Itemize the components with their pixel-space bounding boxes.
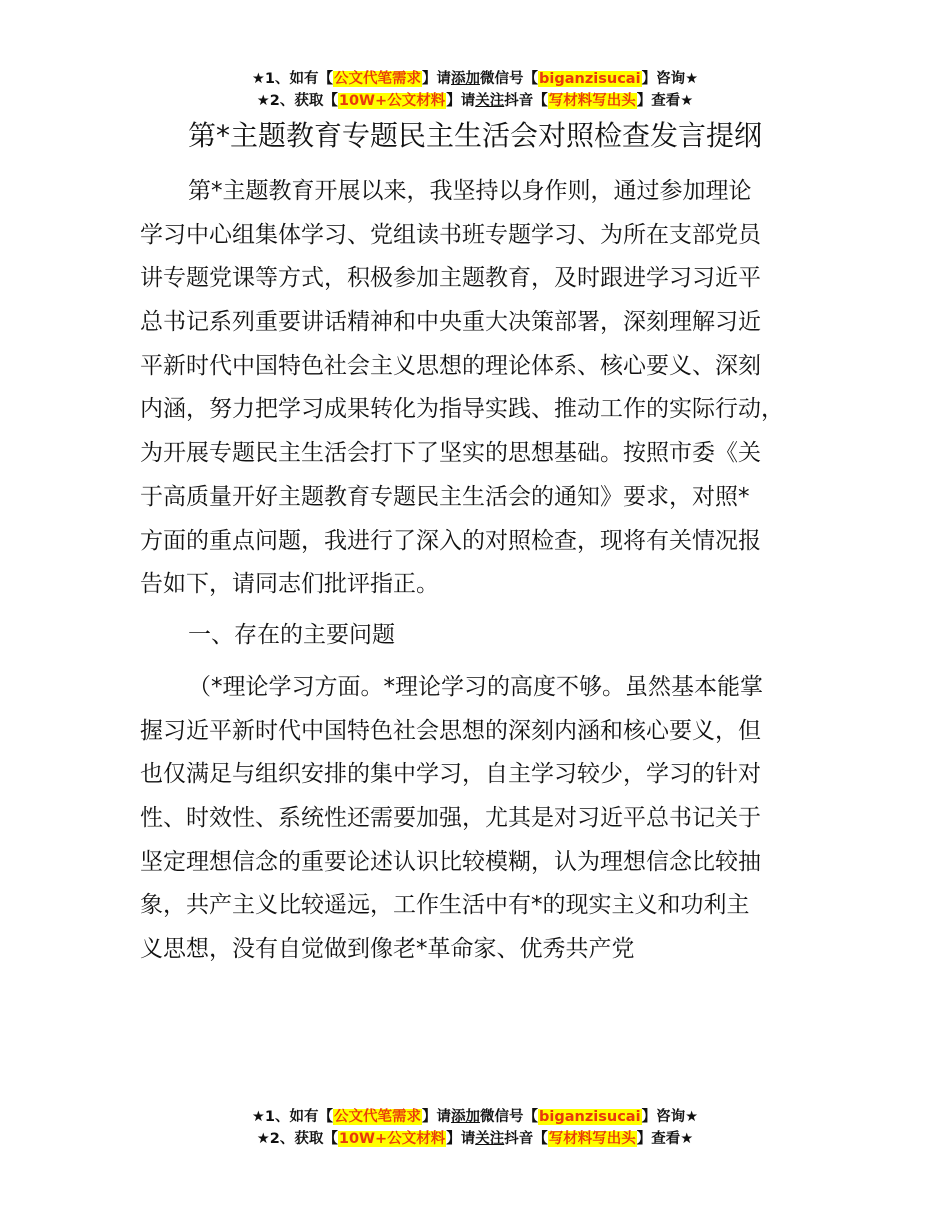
text-line: 讲专题党课等方式，积极参加主题教育，及时跟进学习习近平 [140,265,761,292]
paragraph-theory-study [140,666,820,972]
section-heading [140,614,820,658]
promo-highlight: 公文代笔需求 [334,71,422,87]
promo-line-2 [0,90,950,112]
document-title: 第*主题教育专题民主生活会对照检查发言提纲 [187,119,762,152]
promo-underline: 添加 [451,1109,481,1125]
promo-text: ★2、获取【 [256,93,338,109]
top-promo-banner [0,68,950,112]
promo-text: 】咨询★ [641,1109,699,1125]
promo-text: 】查看★ [636,93,694,109]
bottom-promo-banner [0,1106,950,1150]
promo-text: ★1、如有【 [251,1109,334,1125]
promo-text: 】请 [446,1131,476,1147]
text-line: 坚定理想信念的重要论述认识比较模糊，认为理想信念比较抽 [140,848,761,875]
promo-text: 微信号【 [480,1109,539,1125]
promo-text: 】查看★ [636,1131,694,1147]
promo-highlight: biganzisucai [539,71,641,87]
promo-highlight: 公文代笔需求 [334,1109,422,1125]
promo-highlight: 10W+公文材料 [338,1131,446,1147]
heading-text: 一、存在的主要问题 [188,622,395,648]
text-line: 告如下，请同志们批评指正。 [140,571,439,598]
text-line: 为开展专题民主生活会打下了坚实的思想基础。按照市委《关 [140,440,761,467]
promo-line-2 [0,1128,950,1150]
promo-text: ★1、如有【 [251,71,334,87]
text-line: 平新时代中国特色社会主义思想的理论体系、核心要义、深刻 [140,352,761,379]
promo-underline: 关注 [475,1131,505,1147]
promo-text: 】请 [422,1109,452,1125]
promo-text: 抖音【 [504,93,548,109]
promo-line-1 [0,1106,950,1128]
text-line: 内涵，努力把学习成果转化为指导实践、推动工作的实际行动， [140,396,784,423]
text-line: 于高质量开好主题教育专题民主生活会的通知》要求，对照* [140,483,750,510]
text-line: 也仅满足与组织安排的集中学习，自主学习较少，学习的针对 [140,761,761,788]
text-line: 学习中心组集体学习、党组读书班专题学习、为所在支部党员 [140,221,761,248]
promo-text: ★2、获取【 [256,1131,338,1147]
text-line: 性、时效性、系统性还需要加强，尤其是对习近平总书记关于 [140,805,761,832]
promo-highlight: 10W+公文材料 [338,93,446,109]
promo-text: 微信号【 [480,71,539,87]
promo-underline: 添加 [451,71,481,87]
promo-highlight: biganzisucai [539,1109,641,1125]
text-line: （*理论学习方面。*理论学习的高度不够。虽然基本能掌 [188,674,763,700]
promo-text: 抖音【 [504,1131,548,1147]
text-line: 象，共产主义比较遥远，工作生活中有*的现实主义和功利主 [140,892,750,919]
promo-highlight: 写材料写出头 [548,1131,636,1147]
text-line: 义思想，没有自觉做到像老*革命家、优秀共产党 [140,936,635,963]
paragraph-intro [140,170,820,607]
promo-highlight: 写材料写出头 [548,93,636,109]
promo-text: 】咨询★ [641,71,699,87]
promo-text: 】请 [446,93,476,109]
promo-line-1 [0,68,950,90]
text-line: 总书记系列重要讲话精神和中央重大决策部署，深刻理解习近 [140,309,761,336]
promo-underline: 关注 [475,93,505,109]
promo-text: 】请 [422,71,452,87]
text-line: 方面的重点问题，我进行了深入的对照检查，现将有关情况报 [140,527,761,554]
text-line: 握习近平新时代中国特色社会思想的深刻内涵和核心要义，但 [140,717,761,744]
text-line: 第*主题教育开展以来，我坚持以身作则，通过参加理论 [188,178,752,204]
